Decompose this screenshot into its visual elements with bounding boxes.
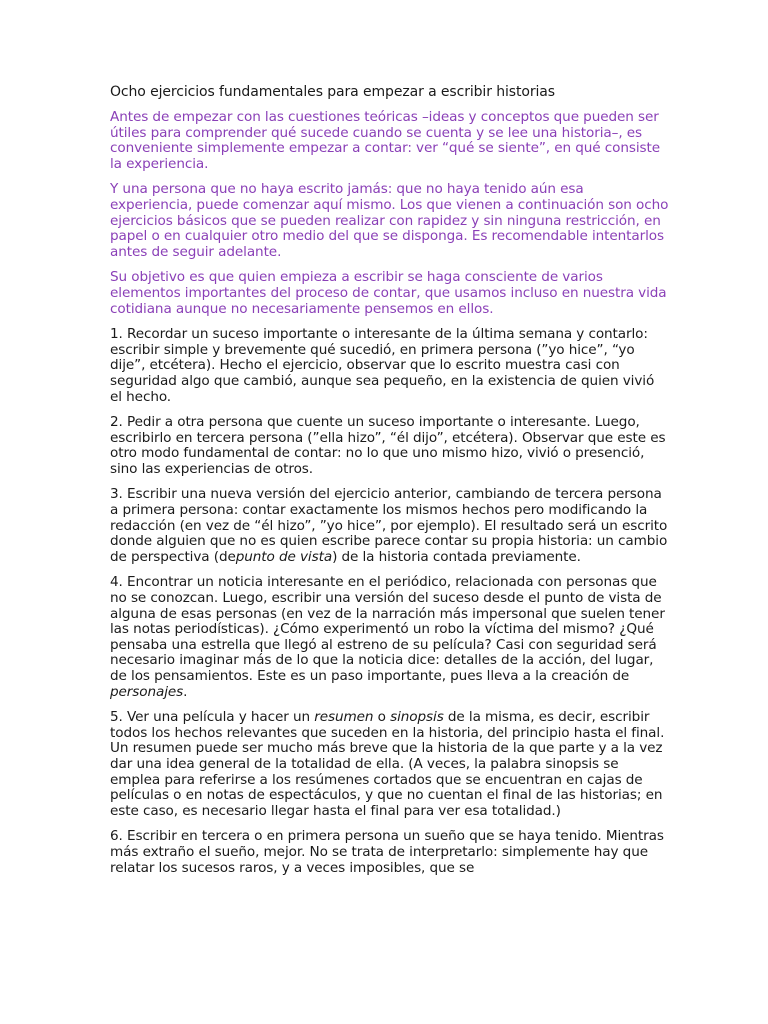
exercise-3-text: 3. Escribir una nueva versión del ejercicio anterior, cambiando de tercera persona a primera persona: contar exactamente los mismos hechos pero modificando la redacción (en vez de “él hizo”, ”yo hice”, por ejemplo). El resultado será un escrito donde alguien que no es quien escribe parece contar su propia historia: un cambio de perspectiva (de	[110, 486, 668, 565]
intro-paragraph-3: Su objetivo es que quien empieza a escribir se haga consciente de varios elementos importantes del proceso de contar, que usamos incluso en nuestra vida cotidiana aunque no necesariamente pensemos en ellos.	[110, 269, 667, 317]
exercise-5	[110, 710, 670, 819]
exercise-4-text: 4. Encontrar un noticia interesante en el periódico, relacionada con personas que no se conozcan. Luego, escribir una versión del suceso desde el punto de vista de alguna de esas personas (en vez de la narración más impersonal que suelen tener las notas periodísticas). ¿Cómo experimentó un robo la víctima del mismo? ¿Qué pensaba una estrella que llegó al estreno de su película? Casi con seguridad será necesario imaginar más de lo que la noticia dice: detalles de la acción, del lugar, de los pensamientos. Este es un paso importante, pues lleva a la creación de	[110, 574, 665, 684]
exercise-5-text-a: 5. Ver una película y hacer un	[110, 709, 315, 726]
exercise-6: 6. Escribir en tercera o en primera persona un sueño que se haya tenido. Mientras más extraño el sueño, mejor. No se trata de interpretarlo: simplemente hay que relatar los sucesos raros, y a veces imposibles, que se	[110, 828, 664, 876]
intro-paragraph-1: Antes de empezar con las cuestiones teóricas –ideas y conceptos que pueden ser útiles para comprender qué sucede cuando se cuenta y se lee una historia–, es conveniente simplemente empezar a contar: ver “qué se siente”, en qué consiste la experiencia.	[110, 109, 660, 172]
exercise-4	[110, 575, 670, 700]
exercise-1: 1. Recordar un suceso importante o interesante de la última semana y contarlo: escribir simple y brevemente qué sucedió, en primera persona (”yo hice”, “yo dije”, etcétera). Hecho el ejercicio, observar que lo escrito muestra casi con seguridad algo que cambió, aunque sea pequeño, en la existencia de quien vivió el hecho.	[110, 326, 655, 405]
exercise-5-text-c: de la misma, es decir, escribir todos los hechos relevantes que suceden en la historia, del principio hasta el final. Un resumen puede ser mucho más breve que la historia de la que parte y a la vez dar una idea general de la totalidad de ella. (A veces, la palabra sinopsis se emplea para referirse a los resúmenes cortados que se encuentran en cajas de películas o en notas de espectáculos, y que no cuentan el final de las historias; en este caso, es necesario llegar hasta el final para ver esa totalidad.)	[110, 709, 665, 819]
exercise-5-emphasis-resumen: resumen	[314, 709, 374, 726]
exercise-4-emphasis: personajes	[110, 683, 184, 700]
exercise-2: 2. Pedir a otra persona que cuente un suceso importante o interesante. Luego, escribirlo en tercera persona (”ella hizo”, “él dijo”, etcétera). Observar que este es otro modo fundamental de contar: no lo que uno mismo hizo, vivió o presenció, sino las experiencias de otros.	[110, 414, 666, 477]
exercise-3-text-end: ) de la historia contada previamente.	[332, 548, 581, 565]
document-content	[110, 84, 670, 886]
document-title: Ocho ejercicios fundamentales para empezar a escribir historias	[110, 84, 555, 100]
exercise-5-text-b: o	[373, 709, 391, 726]
intro-paragraph-2: Y una persona que no haya escrito jamás: que no haya tenido aún esa experiencia, puede comenzar aquí mismo. Los que vienen a continuación son ocho ejercicios básicos que se pueden realizar con rapidez y sin ninguna restricción, en papel o en cualquier otro medio del que se disponga. Es recomendable intentarlos antes de seguir adelante.	[110, 181, 669, 260]
exercise-4-text-end: .	[183, 683, 188, 700]
exercise-3	[110, 487, 670, 565]
exercise-3-emphasis: punto de vista	[235, 548, 333, 565]
exercise-5-emphasis-sinopsis: sinopsis	[390, 709, 444, 726]
